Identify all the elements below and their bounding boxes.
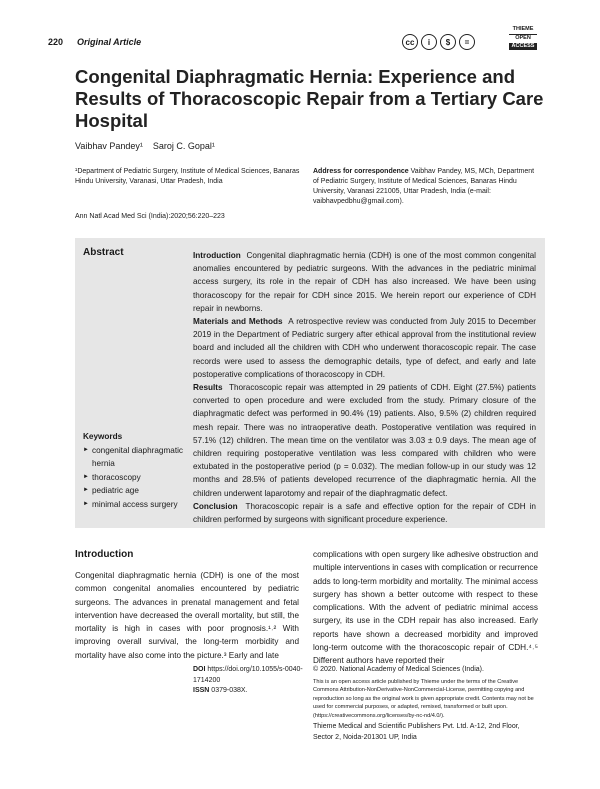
article-title: Congenital Diaphragmatic Hernia: Experience and Results of Thoracoscopic Repair from a Tertiary Care Hospital [75,66,544,131]
doi-label: DOI [193,666,206,673]
nd-icon: = [459,34,475,50]
abstract-results: Thoracoscopic repair was attempted in 29 patients of CDH. Eight (27.5%) patients converted to open procedure and were excluded from the study. Primary closure of the diaphragmatic defect was performed in 90.4% (19) patients. Also, 9.5% (2) children required mesh repair. There was no intraoperative death. Postoperative ventilation was required in 57.1% (12) children. The mean time on the ventilator was 3.03 ± 0.9 days. The mean age of children requiring postoperative ventilation was less compared with children who were extubated in the postoperative period (p = 0.032). The median follow-up in our study was 12 months and 28.5% of patients developed recurrence of the diaphragmatic hernia. All the children underwent laparotomy and repair of the diaphragmatic defect. [193,383,536,498]
thieme-open-access-logo: THIEME OPEN ACCESS [509,27,537,50]
doi-link[interactable]: https://doi.org/10.1055/s-0040-1714200 [193,666,303,684]
introduction-heading: Introduction [75,549,134,560]
cc-icon: cc [402,34,418,50]
abstract-conclusion-label: Conclusion [193,501,238,511]
issn-label: ISSN [193,687,210,694]
affiliation: ¹Department of Pediatric Surgery, Institute of Medical Sciences, Banaras Hindu University, Varanasi, Uttar Pradesh, India [75,168,300,185]
abstract-results-label: Results [193,383,223,393]
by-icon: i [421,34,437,50]
doi-block [193,665,303,697]
abstract-intro-label: Introduction [193,251,241,260]
nc-icon: $ [440,34,456,50]
keywords [83,430,188,511]
copyright-block [313,665,539,743]
page-number: 220 [48,37,64,47]
section-label: Original Article [77,37,142,47]
correspondence-label: Address for correspondence [313,168,409,175]
issn: 0379-038X. [211,687,248,694]
introduction-col1: Congenital diaphragmatic hernia (CDH) is one of the most common congenital anomalies encountered by pediatric surgeons. The advances in prenatal management and fetal intervention have decreased the overall mortality, but still, the mortality is high in cases with poor prognosis.¹˒² With improving overall survival, the long-term morbidity and mortality have also come into the picture.³ Early and late [75,571,299,660]
abstract-intro: Congenital diaphragmatic hernia (CDH) is one of the most common congenital anomalies encountered by pediatric surgeons. With the advances in the pediatric minimal access surgery, its role in the repair of CDH has also increased. We have been using thoracoscopy for the repair for CDH since 2015. We herein report our experience of CDH repair in newborns. [193,251,536,313]
correspondence-text: Vaibhav Pandey, MS, MCh, Department of Pediatric Surgery, Institute of Medical Sciences, Banaras Hindu University, Varanasi 221005, Uttar Pradesh, India (e-mail: vaibhavpedbhu@gmail.com). [313,168,535,205]
abstract-heading: Abstract [83,247,124,258]
abstract-methods-label: Materials and Methods [193,317,283,327]
correspondence [313,167,538,207]
abstract-conclusion: Thoracoscopic repair is a safe and effective option for the repair of CDH in children performed by surgeons with significant procedure experience. [193,501,536,525]
abstract-text [193,249,536,526]
publisher-address: Thieme Medical and Scientific Publishers Pvt. Ltd. A-12, 2nd Floor, Sector 2, Noida-201301 UP, India [313,723,520,741]
introduction-col2: complications with open surgery like adhesive obstruction and multiple interventions in cases with complication or recurrence adds to long-term morbidity and mortality. The minimal access surgery has shown a better outcome with respect to these complications. With the advent of pediatric minimal access surgery, its use in the CDH repair has also increased. Early reports have shown a decreased morbidity and improved long-term outcome with the thoracoscopic repair of CDH.⁴˒⁵ Different authors have reported their [313,550,538,666]
keyword-item: ► thoracoscopy [83,471,188,485]
copyright-line: © 2020. National Academy of Medical Sciences (India). [313,666,484,673]
keyword-item: ► congenital diaphragmatic hernia [83,444,188,471]
keyword-item: ► pediatric age [83,484,188,498]
keywords-heading: Keywords [83,432,123,441]
authors: Vaibhav Pandey¹ Saroj C. Gopal¹ [75,141,215,151]
citation: Ann Natl Acad Med Sci (India):2020;56:220–223 [75,213,225,220]
abstract-methods: A retrospective review was conducted from July 2015 to December 2019 in the Department of Pediatric surgery after ethical approval from the institutional review board and included all the children with CDH who underwent thoracoscopic repair. The case records were used to assess the demographic details, type of defect, and early and late postoperative complications of thoracoscopy in CDH. [193,317,536,379]
license-icons [402,34,475,50]
keyword-item: ► minimal access surgery [83,498,188,512]
license-text: This is an open access article published by Thieme under the terms of the Creative Commons Attribution-NonDerivative-NonCommercial-License, permitting copying and reproduction so long as the original work is given appropriate credit. Contents may not be used for commercial purposes, or adapted, remixed, transformed or built upon. (https://creativecommons.org/licenses/by-nc-nd/4.0/). [313,678,534,719]
